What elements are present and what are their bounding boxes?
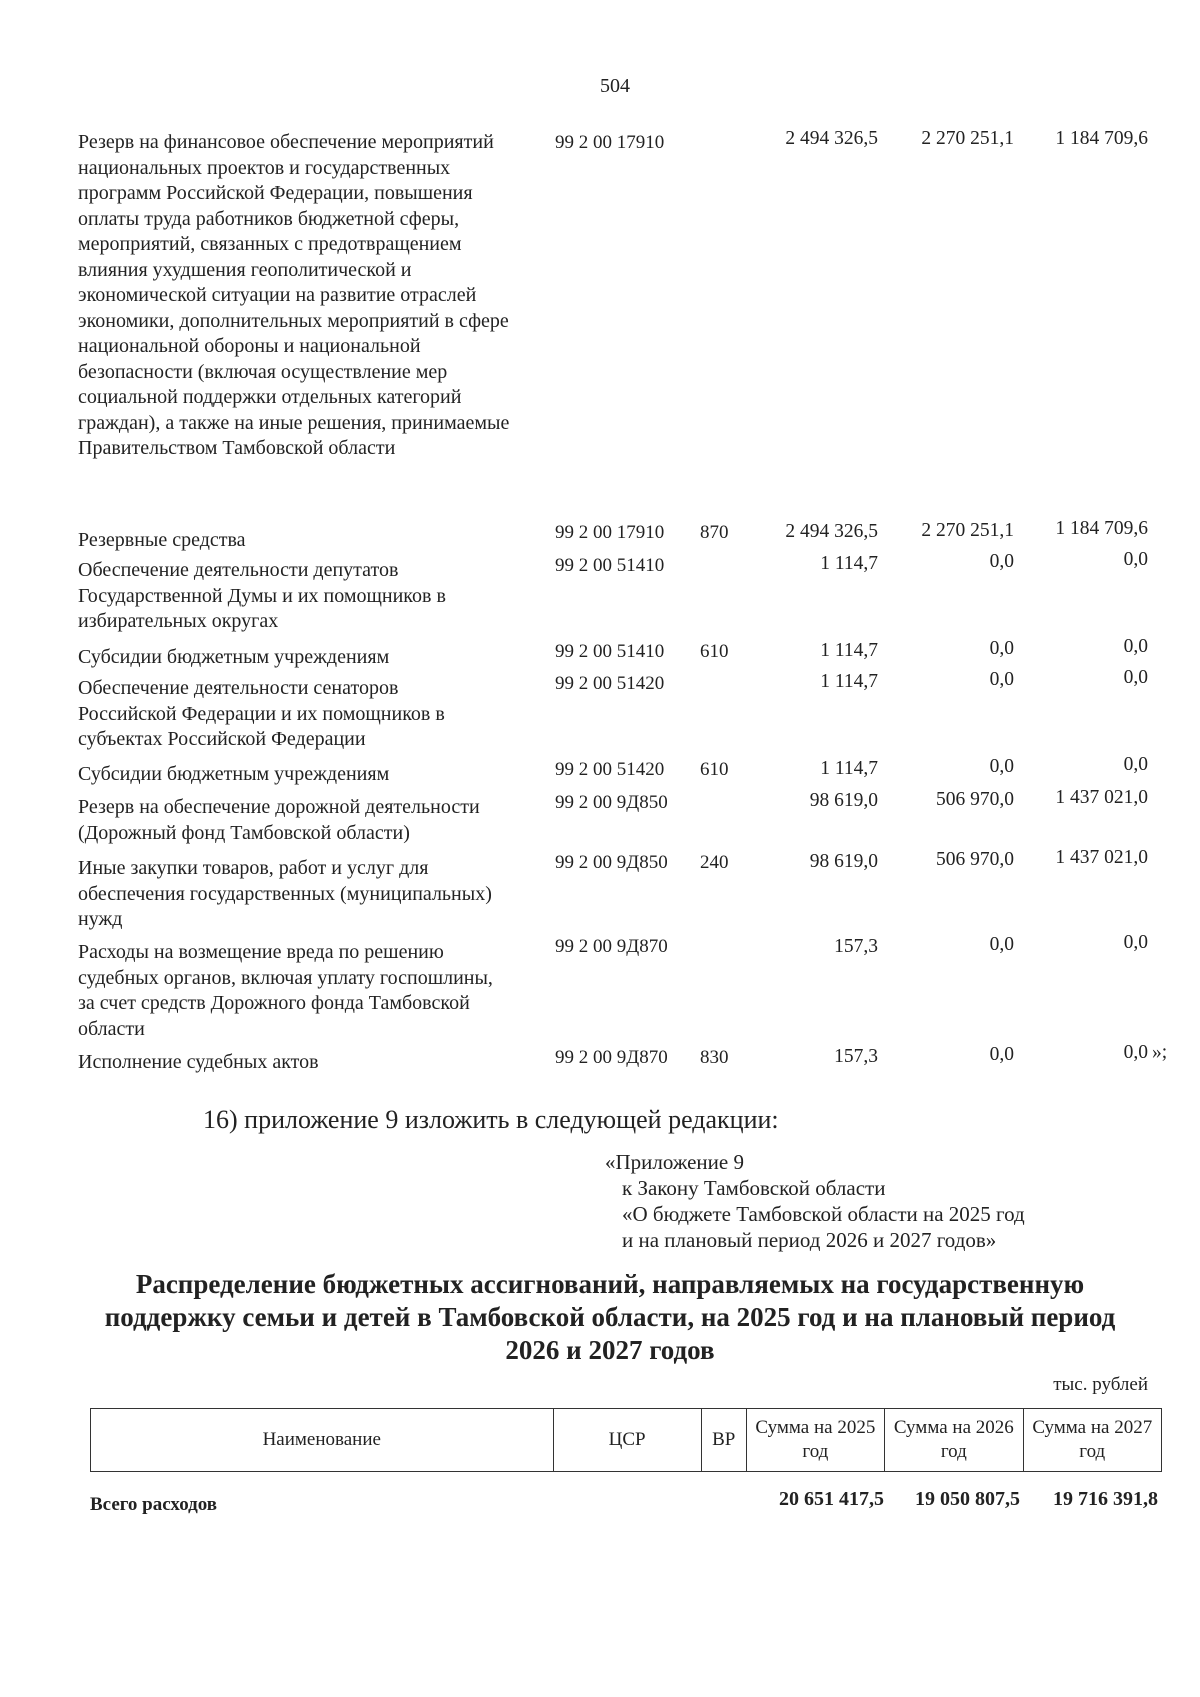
row-sum-2025: 2 494 326,5	[785, 128, 878, 149]
row-name: Расходы на возмещение вреда по решению судебных органов, включая уплату госпошлины, за счет средств Дорожного фонда Тамбовской области	[78, 941, 493, 1040]
row-name: Субсидии бюджетным учреждениям	[78, 646, 390, 668]
row-sum-2027: 0,0	[1123, 754, 1148, 775]
row-vr: 610	[700, 759, 729, 780]
closing-quote-mark: »;	[1152, 1042, 1168, 1063]
row-sum-2026: 0,0	[989, 1044, 1014, 1065]
row-csr: 99 2 00 51420	[555, 759, 665, 780]
row-csr: 99 2 00 51410	[555, 555, 665, 576]
row-csr: 99 2 00 17910	[555, 132, 665, 153]
row-name: Обеспечение деятельности сенаторов Российской Федерации и их помощников в субъектах Российской Федерации	[78, 677, 445, 750]
row-sum-2026: 0,0	[989, 756, 1014, 777]
row-sum-2027: 0,0	[1123, 1042, 1148, 1063]
row-name: Иные закупки товаров, работ и услуг для обеспечения государственных (муниципальных) нужд	[78, 857, 492, 930]
total-sum-2027: 19 716 391,8	[1053, 1488, 1158, 1510]
row-sum-2026: 2 270 251,1	[921, 128, 1014, 149]
appendix-line-3: «О бюджете Тамбовской области на 2025 год	[622, 1202, 1025, 1226]
row-vr: 240	[700, 852, 729, 873]
row-csr: 99 2 00 9Д870	[555, 936, 668, 957]
row-csr: 99 2 00 51410	[555, 641, 665, 662]
row-sum-2026: 0,0	[989, 669, 1014, 690]
row-name: Резервные средства	[78, 529, 246, 551]
row-name: Резерв на обеспечение дорожной деятельности (Дорожный фонд Тамбовской области)	[78, 796, 480, 844]
header-sum-2027: Сумма на 2027 год	[1023, 1409, 1161, 1472]
row-sum-2026: 2 270 251,1	[921, 520, 1014, 541]
row-vr: 870	[700, 522, 729, 543]
header-name: Наименование	[91, 1409, 554, 1472]
row-sum-2027: 1 184 709,6	[1055, 128, 1148, 149]
row-sum-2025: 157,3	[834, 936, 878, 957]
row-csr: 99 2 00 9Д850	[555, 792, 668, 813]
row-name: Исполнение судебных актов	[78, 1051, 319, 1073]
page-number: 504	[600, 75, 630, 97]
row-sum-2027: 1 437 021,0	[1055, 787, 1148, 808]
row-sum-2027: 0,0	[1123, 549, 1148, 570]
row-sum-2026: 0,0	[989, 638, 1014, 659]
table-header	[90, 1408, 1162, 1472]
header-sum-2026: Сумма на 2026 год	[885, 1409, 1023, 1472]
row-sum-2025: 1 114,7	[820, 758, 878, 779]
row-sum-2025: 2 494 326,5	[785, 521, 878, 542]
header-sum-2025: Сумма на 2025 год	[746, 1409, 884, 1472]
row-sum-2027: 1 184 709,6	[1055, 518, 1148, 539]
row-sum-2027: 0,0	[1123, 932, 1148, 953]
document-title: Распределение бюджетных ассигнований, направляемых на государственную поддержку семьи и детей в Тамбовской области, на 2025 год и на плановый период 2026 и 2027 годов	[104, 1269, 1116, 1365]
appendix-line-2: к Закону Тамбовской области	[622, 1176, 886, 1200]
row-csr: 99 2 00 9Д870	[555, 1047, 668, 1068]
header-csr: ЦСР	[553, 1409, 701, 1472]
total-label: Всего расходов	[90, 1494, 218, 1515]
row-csr: 99 2 00 51420	[555, 673, 665, 694]
amendment-item-16: 16) приложение 9 изложить в следующей редакции:	[203, 1105, 779, 1134]
row-sum-2027: 1 437 021,0	[1055, 847, 1148, 868]
row-csr: 99 2 00 9Д850	[555, 852, 668, 873]
header-vr: ВР	[701, 1409, 746, 1472]
row-sum-2026: 506 970,0	[936, 789, 1014, 810]
appendix-line-4: и на плановый период 2026 и 2027 годов»	[622, 1228, 997, 1252]
row-sum-2025: 98 619,0	[809, 851, 878, 872]
row-sum-2026: 0,0	[989, 551, 1014, 572]
row-sum-2025: 98 619,0	[809, 790, 878, 811]
row-sum-2027: 0,0	[1123, 636, 1148, 657]
total-sum-2026: 19 050 807,5	[915, 1488, 1020, 1510]
row-vr: 610	[700, 641, 729, 662]
total-sum-2025: 20 651 417,5	[779, 1488, 884, 1510]
row-sum-2025: 157,3	[834, 1046, 878, 1067]
row-vr: 830	[700, 1047, 729, 1068]
row-sum-2026: 506 970,0	[936, 849, 1014, 870]
row-sum-2025: 1 114,7	[820, 671, 878, 692]
row-csr: 99 2 00 17910	[555, 522, 665, 543]
appendix-line-1: «Приложение 9	[605, 1150, 744, 1174]
row-sum-2027: 0,0	[1123, 667, 1148, 688]
row-name: Субсидии бюджетным учреждениям	[78, 763, 390, 785]
row-sum-2025: 1 114,7	[820, 640, 878, 661]
row-name: Резерв на финансовое обеспечение мероприятий национальных проектов и государственных программ Российской Федерации, повышения оплаты труда работников бюджетной сферы, мероприятий, связанных с предотвращением влияния ухудшения геополитической и экономической ситуации на развитие отраслей экономики, дополнительных мероприятий в сфере национальной обороны и национальной безопасности (включая осуществление мер социальной поддержки отдельных категорий граждан), а также на иные решения, принимаемые Правительством Тамбовской области	[78, 131, 510, 459]
units-label: тыс. рублей	[1053, 1374, 1148, 1395]
row-sum-2026: 0,0	[989, 934, 1014, 955]
row-name: Обеспечение деятельности депутатов Государственной Думы и их помощников в избирательных округах	[78, 559, 446, 632]
row-sum-2025: 1 114,7	[820, 553, 878, 574]
